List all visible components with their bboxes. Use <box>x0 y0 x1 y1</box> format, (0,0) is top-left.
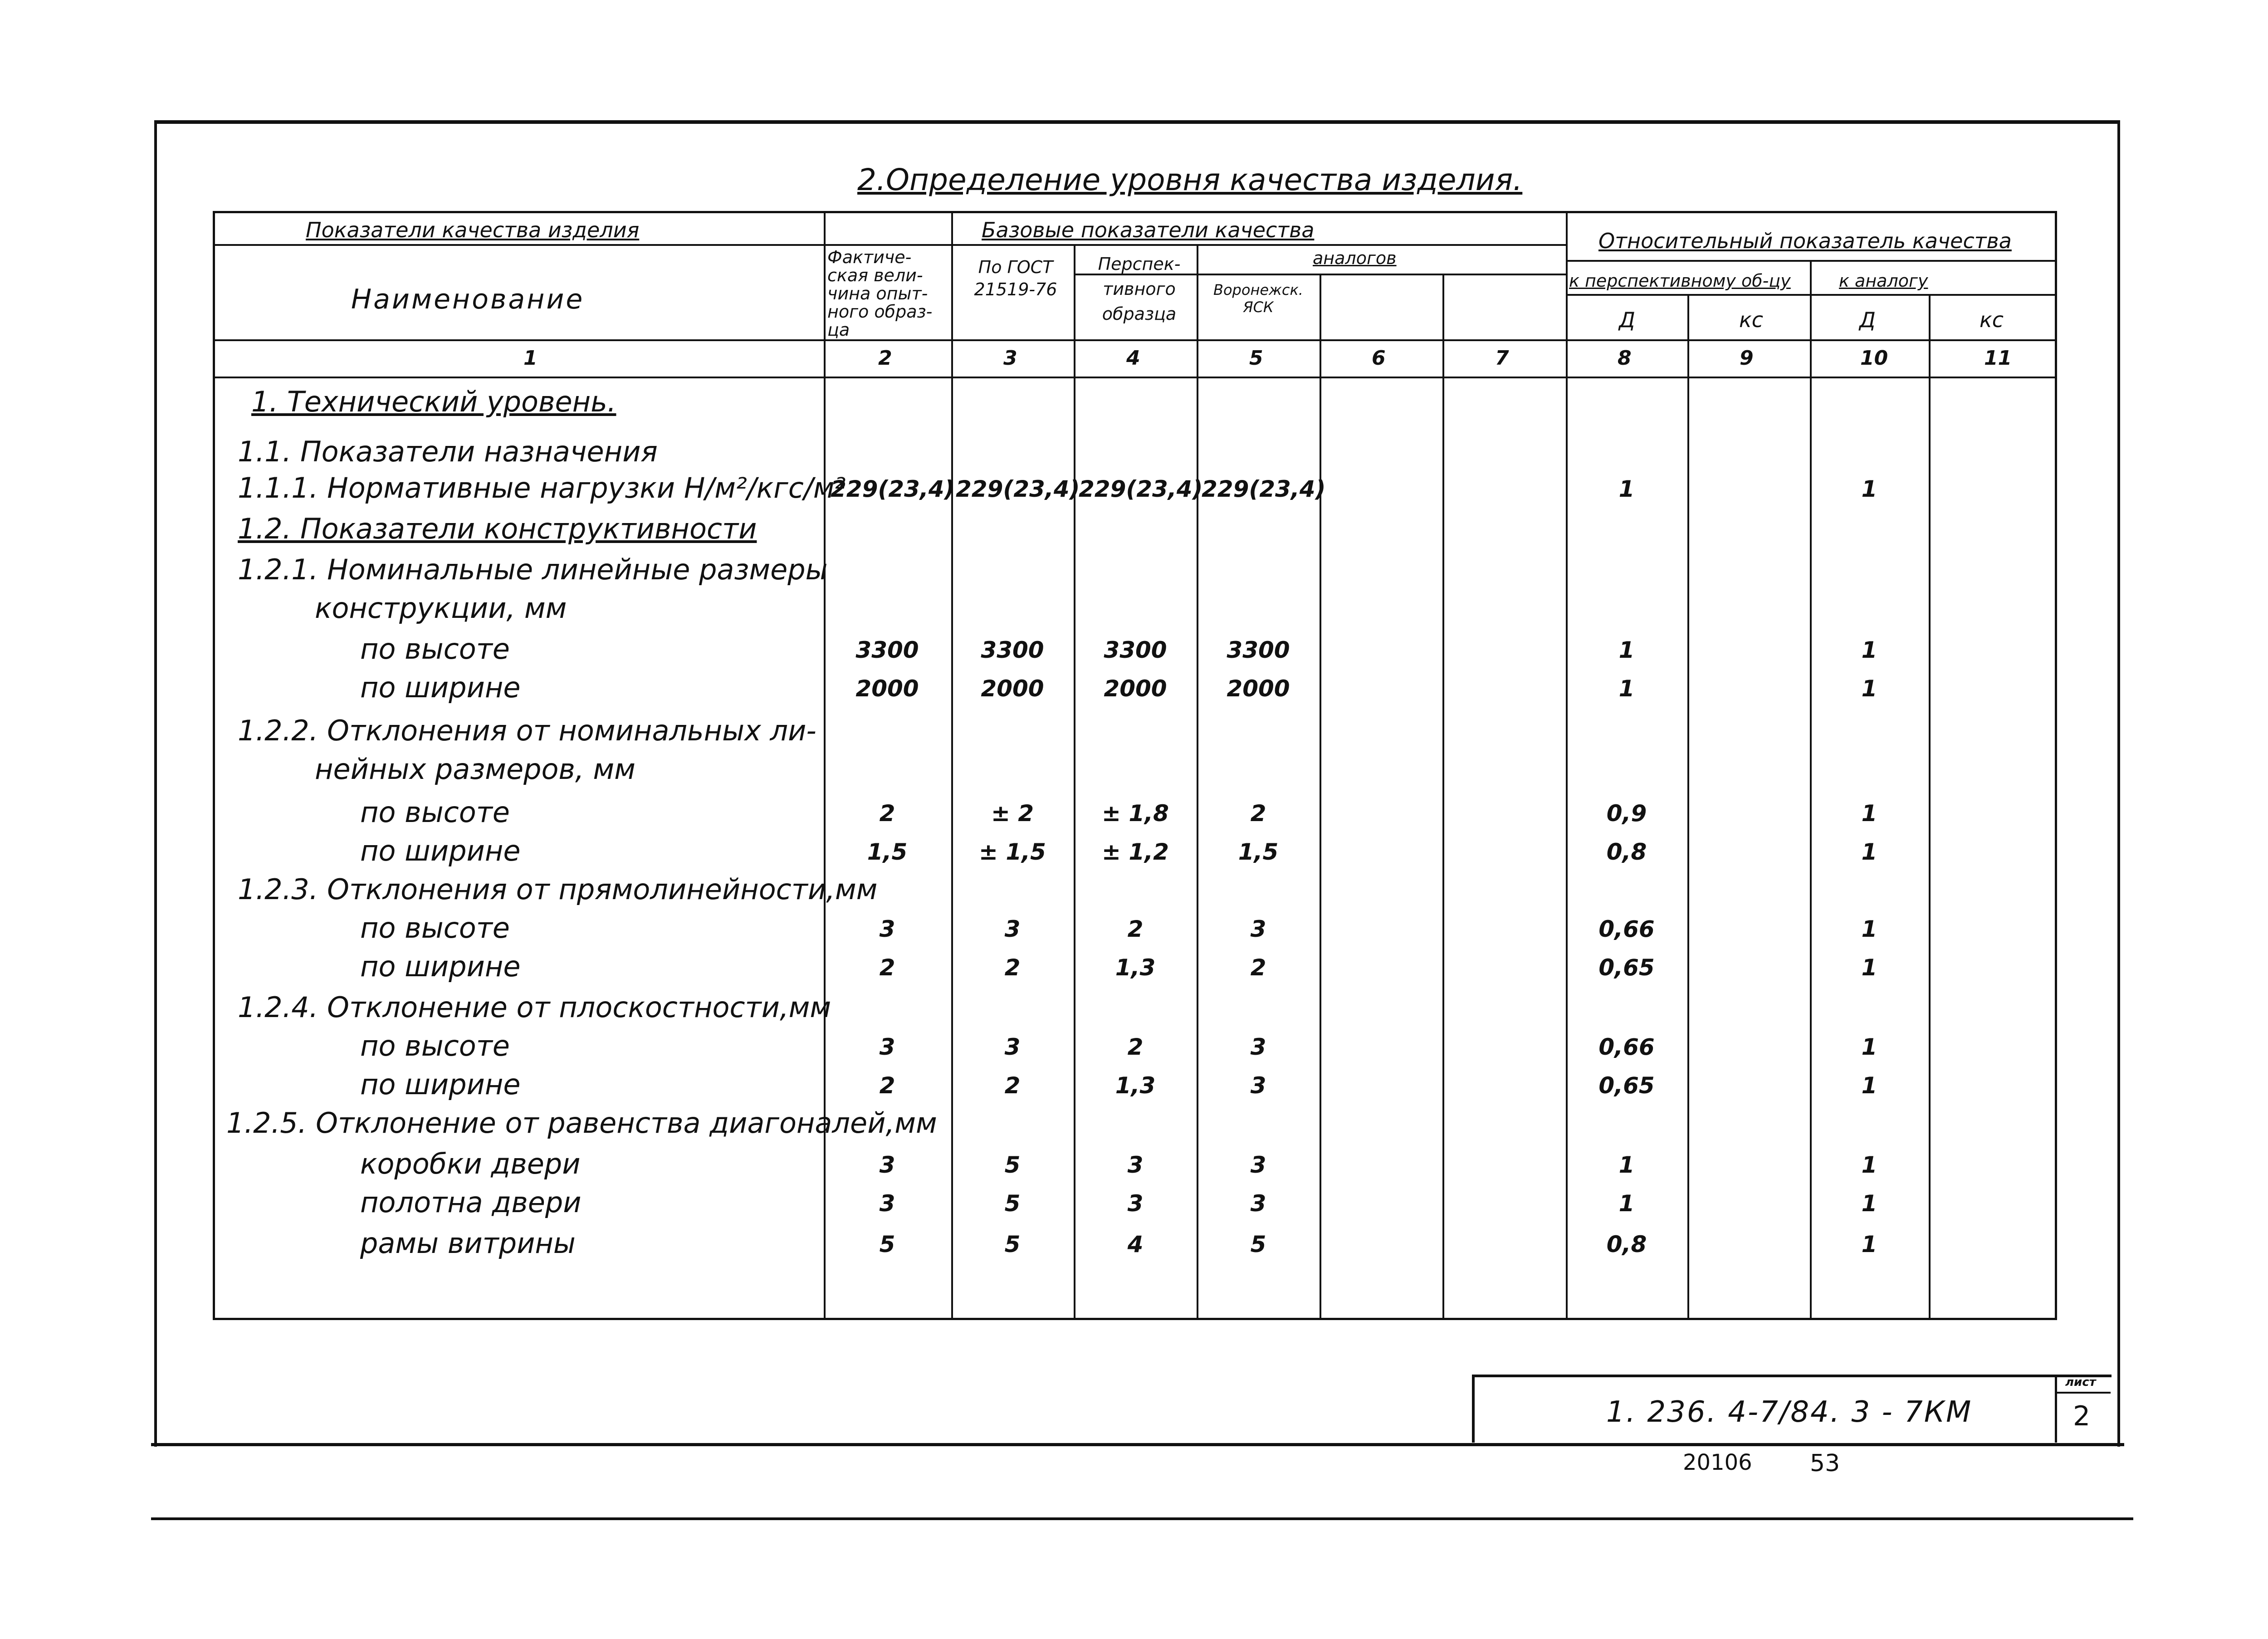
row-label: по высоте <box>360 1029 510 1062</box>
table-cell: 2 <box>879 954 895 981</box>
header-group-base: Базовые показатели качества <box>982 218 1315 242</box>
page-bottom-rule <box>151 1517 2133 1520</box>
row-label: 1.2.5. Отклонение от равенства диагоналей,мм <box>226 1106 937 1140</box>
table-cell: 1 <box>1618 637 1635 663</box>
table-cell: 3 <box>879 1152 895 1178</box>
header-group-relative: Относительный показатель качества <box>1598 229 2012 253</box>
title-block <box>1472 1375 2112 1443</box>
header-voronezh: Воронежск. ЯСК <box>1213 281 1303 316</box>
table-cell: 229(23,4) <box>831 476 955 502</box>
column-number: 1 <box>523 347 538 370</box>
grid-line <box>1197 245 1198 1320</box>
table-cell: 5 <box>1004 1231 1021 1257</box>
grid-line <box>1566 213 1568 1320</box>
table-cell: 0,66 <box>1598 916 1655 942</box>
table-cell: 2 <box>879 1072 895 1099</box>
table-cell: 1,5 <box>1238 839 1279 865</box>
column-number: 8 <box>1618 347 1632 370</box>
table-cell: 3 <box>1250 1190 1266 1217</box>
sheet-label: лист <box>2065 1375 2096 1389</box>
row-label: по ширине <box>360 1068 521 1101</box>
table-cell: 1 <box>1861 1231 1877 1257</box>
quality-table <box>213 211 2057 1320</box>
grid-line <box>1074 245 1075 1320</box>
grid-line <box>1566 260 2057 262</box>
grid-line <box>1810 261 1812 1320</box>
table-cell: ± 1,2 <box>1102 839 1169 865</box>
row-label: 1.2. Показатели конструктивности <box>238 512 757 545</box>
table-cell: 1 <box>1618 1190 1635 1217</box>
table-cell: 3300 <box>855 637 919 663</box>
table-cell: 5 <box>1004 1190 1021 1217</box>
grid-line <box>824 213 826 1320</box>
table-cell: 3 <box>1004 1034 1021 1060</box>
grid-line <box>1687 295 1689 1320</box>
table-cell: 2000 <box>1104 675 1167 702</box>
header-ks-perspective: кс <box>1739 308 1764 332</box>
table-cell: 1 <box>1861 476 1877 502</box>
row-label: коробки двери <box>360 1147 581 1180</box>
table-cell: 1 <box>1861 1034 1877 1060</box>
table-cell: 1 <box>1618 476 1635 502</box>
header-analogs: аналогов <box>1313 248 1397 268</box>
table-cell: 3 <box>879 1034 895 1060</box>
grid-line <box>215 244 1566 246</box>
table-cell: 2 <box>1250 954 1266 981</box>
grid-line <box>1929 295 1931 1320</box>
column-number: 2 <box>878 347 892 370</box>
table-cell: 229(23,4) <box>1202 476 1326 502</box>
table-cell: 1 <box>1618 675 1635 702</box>
table-cell: 2 <box>1250 800 1266 827</box>
table-cell: 4 <box>1127 1231 1144 1257</box>
row-label: по ширине <box>360 834 521 867</box>
table-cell: 2000 <box>1227 675 1290 702</box>
table-cell: 5 <box>1250 1231 1266 1257</box>
column-number: 9 <box>1740 347 1754 370</box>
table-cell: 1 <box>1861 1190 1877 1217</box>
document-title: 2.Определение уровня качества изделия. <box>857 162 1523 197</box>
row-label: полотна двери <box>360 1186 582 1219</box>
table-cell: 0,65 <box>1598 1072 1655 1099</box>
table-cell: 1,5 <box>867 839 908 865</box>
sheet-number: 2 <box>2073 1400 2091 1432</box>
row-label: по ширине <box>360 950 521 983</box>
header-to-perspective: к перспективному об-цу <box>1569 271 1791 291</box>
header-to-analog: к аналогу <box>1839 271 1928 291</box>
footer-archive-number: 20106 <box>1683 1450 1752 1475</box>
row-label: конструкции, мм <box>315 592 567 625</box>
header-group-indicators: Показатели качества изделия <box>306 218 640 242</box>
table-cell: 3 <box>1004 916 1021 942</box>
row-label: 1.1.1. Нормативные нагрузки Н/м²/кгс/м² <box>238 471 846 504</box>
table-cell: ± 1,5 <box>979 839 1046 865</box>
table-cell: 3 <box>1250 1152 1266 1178</box>
table-cell: 1 <box>1861 954 1877 981</box>
table-cell: 229(23,4) <box>1079 476 1203 502</box>
table-cell: 1 <box>1861 1152 1877 1178</box>
table-cell: 1,3 <box>1115 1072 1156 1099</box>
table-cell: 2 <box>1004 954 1021 981</box>
table-cell: 1 <box>1861 800 1877 827</box>
header-perspective: Перспек-тивного образца <box>1098 254 1181 324</box>
table-cell: ± 1,8 <box>1102 800 1169 827</box>
row-label: 1.2.4. Отклонение от плоскостности,мм <box>238 991 831 1024</box>
grid-line <box>215 377 2057 378</box>
column-number: 3 <box>1003 347 1017 370</box>
table-cell: 0,8 <box>1606 839 1647 865</box>
table-cell: 3 <box>1127 1152 1144 1178</box>
grid-line <box>1320 274 1321 1320</box>
table-cell: 0,8 <box>1606 1231 1647 1257</box>
grid-line <box>951 213 953 1320</box>
header-gost: По ГОСТ 21519-76 <box>974 257 1057 300</box>
table-cell: 3300 <box>1227 637 1290 663</box>
grid-line <box>215 339 2057 341</box>
table-cell: 1 <box>1861 839 1877 865</box>
row-label: рамы витрины <box>360 1227 576 1260</box>
header-actual: Фактиче-ская вели-чина опыт-ного образ-ца <box>827 247 933 340</box>
column-number: 10 <box>1860 347 1888 370</box>
table-cell: 2 <box>879 800 895 827</box>
footer-page-number: 53 <box>1810 1450 1840 1477</box>
table-cell: 2 <box>1127 1034 1144 1060</box>
table-cell: 3 <box>879 916 895 942</box>
table-cell: 3 <box>879 1190 895 1217</box>
table-cell: 0,9 <box>1606 800 1647 827</box>
column-number: 7 <box>1495 347 1509 370</box>
table-cell: 1 <box>1861 675 1877 702</box>
table-cell: 3 <box>1127 1190 1144 1217</box>
table-cell: 1 <box>1861 637 1877 663</box>
header-ks-analog: кс <box>1980 308 2004 332</box>
table-cell: ± 2 <box>991 800 1034 827</box>
table-cell: 5 <box>879 1231 895 1257</box>
row-label: 1. Технический уровень. <box>251 385 616 418</box>
header-d-perspective: Д <box>1619 308 1635 332</box>
header-d-analog: Д <box>1859 308 1876 332</box>
grid-line <box>1566 294 2057 296</box>
table-cell: 1 <box>1618 1152 1635 1178</box>
row-label: по высоте <box>360 911 510 944</box>
table-cell: 2 <box>1127 916 1144 942</box>
table-cell: 2 <box>1004 1072 1021 1099</box>
drawing-code: 1. 236. 4-7/84. 3 - 7КМ <box>1606 1395 1973 1429</box>
row-label: 1.2.2. Отклонения от номинальных ли- <box>238 714 816 747</box>
table-cell: 0,65 <box>1598 954 1655 981</box>
table-cell: 3 <box>1250 916 1266 942</box>
table-cell: 1 <box>1861 1072 1877 1099</box>
column-number: 6 <box>1372 347 1386 370</box>
header-name: Наименование <box>351 284 585 315</box>
table-cell: 3300 <box>981 637 1044 663</box>
row-label: по ширине <box>360 671 521 704</box>
table-cell: 5 <box>1004 1152 1021 1178</box>
grid-line <box>2057 1392 2111 1394</box>
row-label: 1.2.3. Отклонения от прямолинейности,мм <box>238 873 878 906</box>
table-cell: 2000 <box>981 675 1044 702</box>
table-cell: 229(23,4) <box>956 476 1080 502</box>
column-number: 4 <box>1126 347 1140 370</box>
row-label: по высоте <box>360 632 510 665</box>
table-cell: 1,3 <box>1115 954 1156 981</box>
table-cell: 2000 <box>855 675 919 702</box>
table-cell: 3 <box>1250 1072 1266 1099</box>
table-cell: 1 <box>1861 916 1877 942</box>
column-number: 11 <box>1984 347 2012 370</box>
grid-line <box>1442 274 1444 1320</box>
row-label: 1.1. Показатели назначения <box>238 435 658 468</box>
sheet-box <box>2055 1375 2112 1443</box>
table-cell: 3 <box>1250 1034 1266 1060</box>
row-label: по высоте <box>360 796 510 829</box>
table-cell: 0,66 <box>1598 1034 1655 1060</box>
table-cell: 3300 <box>1104 637 1167 663</box>
column-number: 5 <box>1249 347 1263 370</box>
row-label: нейных размеров, мм <box>315 753 635 786</box>
frame-bottom-rule <box>151 1443 2124 1446</box>
row-label: 1.2.1. Номинальные линейные размеры <box>238 553 828 586</box>
